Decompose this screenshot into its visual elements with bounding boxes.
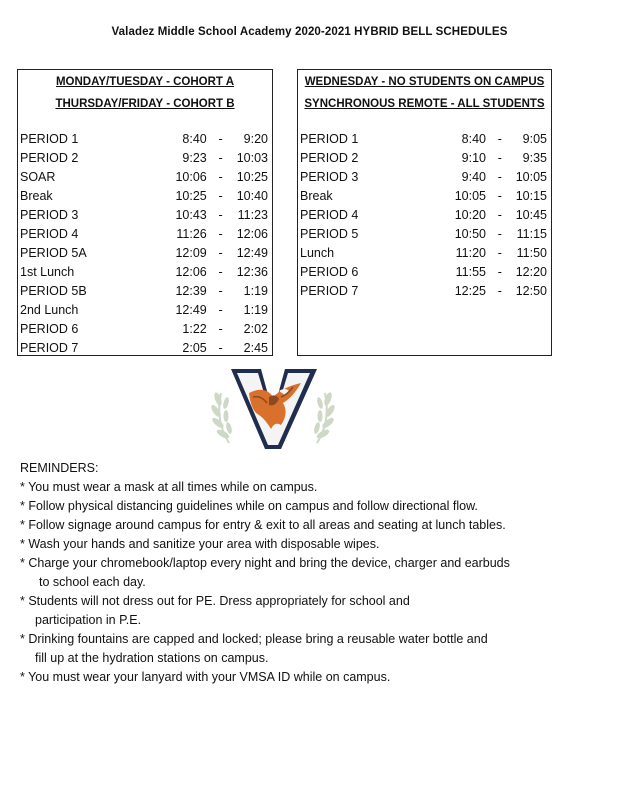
time-separator: - — [218, 132, 223, 146]
schedule-row — [300, 244, 547, 263]
schedule-row — [20, 263, 268, 282]
reminder-line: * Drinking fountains are capped and locked; please bring a reusable water bottle and — [20, 632, 488, 646]
start-time: 10:43 — [175, 208, 207, 222]
schedule-row — [300, 263, 547, 282]
schedule-b-heading-line2: SYNCHRONOUS REMOTE - ALL STUDENTS — [304, 98, 545, 110]
end-time: 1:19 — [243, 303, 268, 317]
end-time: 12:50 — [515, 284, 547, 298]
period-name: Break — [300, 189, 333, 203]
period-name: PERIOD 3 — [20, 208, 79, 222]
period-name: 1st Lunch — [20, 265, 75, 279]
end-time: 10:03 — [236, 151, 268, 165]
start-time: 12:49 — [175, 303, 207, 317]
schedule-row — [300, 187, 547, 206]
schedule-row — [20, 244, 268, 263]
reminders-section — [20, 459, 605, 687]
end-time: 11:50 — [516, 246, 547, 260]
schedule-a-heading-line2: THURSDAY/FRIDAY - COHORT B — [55, 98, 235, 110]
time-separator: - — [218, 265, 223, 279]
start-time: 1:22 — [182, 322, 207, 336]
start-time: 12:25 — [454, 284, 486, 298]
time-separator: - — [218, 246, 223, 260]
start-time: 12:39 — [175, 284, 207, 298]
reminder-line-continuation: participation in P.E. — [35, 613, 142, 627]
period-name: PERIOD 2 — [20, 151, 79, 165]
end-time: 9:05 — [522, 132, 547, 146]
period-name: PERIOD 5B — [20, 284, 87, 298]
eagle-v-laurel-logo-icon — [209, 363, 337, 455]
schedule-b-heading — [298, 70, 551, 115]
period-name: PERIOD 1 — [300, 132, 359, 146]
schedule-row — [20, 282, 268, 301]
schedule-row — [20, 149, 268, 168]
end-time: 11:15 — [516, 227, 547, 241]
end-time: 11:23 — [237, 208, 268, 222]
end-time: 10:45 — [515, 208, 547, 222]
start-time: 11:26 — [176, 227, 207, 241]
start-time: 12:09 — [175, 246, 207, 260]
schedule-row — [20, 320, 268, 339]
schedule-row — [300, 206, 547, 225]
schedule-row — [20, 130, 268, 149]
period-name: PERIOD 1 — [20, 132, 79, 146]
start-time: 8:40 — [461, 132, 486, 146]
period-name: 2nd Lunch — [20, 303, 79, 317]
page-title: Valadez Middle School Academy 2020-2021 HYBRID BELL SCHEDULES — [111, 26, 508, 38]
end-time: 12:36 — [236, 265, 268, 279]
schedule-a-heading-line1: MONDAY/TUESDAY - COHORT A — [55, 76, 235, 88]
schedule-row — [20, 301, 268, 320]
start-time: 9:23 — [182, 151, 207, 165]
time-separator: - — [497, 227, 502, 241]
schedule-row — [300, 168, 547, 187]
end-time: 10:05 — [515, 170, 547, 184]
start-time: 10:05 — [454, 189, 486, 203]
reminder-line: * You must wear your lanyard with your VMSA ID while on campus. — [20, 670, 391, 684]
period-name: SOAR — [20, 170, 56, 184]
schedule-a-heading — [18, 70, 272, 115]
end-time: 2:45 — [243, 341, 268, 355]
end-time: 12:20 — [515, 265, 547, 279]
time-separator: - — [218, 303, 223, 317]
reminder-line: * You must wear a mask at all times while on campus. — [20, 480, 318, 494]
reminder-line: * Charge your chromebook/laptop every night and bring the device, charger and earbuds — [20, 556, 510, 570]
start-time: 2:05 — [182, 341, 207, 355]
reminder-line: * Wash your hands and sanitize your area with disposable wipes. — [20, 537, 380, 551]
time-separator: - — [218, 341, 223, 355]
end-time: 10:25 — [236, 170, 268, 184]
start-time: 10:50 — [454, 227, 486, 241]
period-name: PERIOD 7 — [20, 341, 79, 355]
end-time: 9:35 — [522, 151, 547, 165]
schedule-row — [300, 130, 547, 149]
start-time: 9:10 — [461, 151, 486, 165]
start-time: 11:55 — [455, 265, 486, 279]
period-name: Break — [20, 189, 53, 203]
reminder-line-continuation: to school each day. — [39, 575, 146, 589]
end-time: 12:06 — [236, 227, 268, 241]
schedule-row — [20, 168, 268, 187]
end-time: 2:02 — [243, 322, 268, 336]
time-separator: - — [218, 284, 223, 298]
end-time: 1:19 — [243, 284, 268, 298]
time-separator: - — [497, 151, 502, 165]
schedule-row — [300, 149, 547, 168]
start-time: 8:40 — [182, 132, 207, 146]
time-separator: - — [218, 189, 223, 203]
schedule-wednesday-box — [297, 69, 552, 356]
start-time: 11:20 — [455, 246, 486, 260]
schedule-row — [20, 225, 268, 244]
time-separator: - — [218, 322, 223, 336]
time-separator: - — [497, 208, 502, 222]
schedule-row — [300, 225, 547, 244]
start-time: 10:20 — [454, 208, 486, 222]
schedule-cohort-a-box — [17, 69, 273, 356]
schedule-row — [300, 282, 547, 301]
start-time: 9:40 — [461, 170, 486, 184]
reminders-heading: REMINDERS: — [20, 461, 99, 475]
time-separator: - — [218, 227, 223, 241]
end-time: 10:15 — [515, 189, 547, 203]
end-time: 12:49 — [236, 246, 268, 260]
period-name: PERIOD 7 — [300, 284, 359, 298]
time-separator: - — [497, 246, 502, 260]
end-time: 10:40 — [236, 189, 268, 203]
period-name: PERIOD 6 — [20, 322, 79, 336]
reminder-line: * Follow physical distancing guidelines while on campus and follow directional flow. — [20, 499, 478, 513]
reminder-line: * Follow signage around campus for entry & exit to all areas and seating at lunch tables. — [20, 518, 506, 532]
schedule-row — [20, 206, 268, 225]
time-separator: - — [218, 208, 223, 222]
period-name: PERIOD 4 — [300, 208, 359, 222]
schedule-a-rows — [20, 130, 268, 358]
time-separator: - — [497, 170, 502, 184]
time-separator: - — [218, 170, 223, 184]
time-separator: - — [497, 132, 502, 146]
time-separator: - — [218, 151, 223, 165]
period-name: Lunch — [300, 246, 335, 260]
period-name: PERIOD 3 — [300, 170, 359, 184]
reminder-line-continuation: fill up at the hydration stations on campus. — [35, 651, 269, 665]
period-name: PERIOD 5 — [300, 227, 359, 241]
time-separator: - — [497, 265, 502, 279]
schedule-row — [20, 339, 268, 358]
start-time: 10:25 — [175, 189, 207, 203]
start-time: 12:06 — [175, 265, 207, 279]
time-separator: - — [497, 284, 502, 298]
period-name: PERIOD 5A — [20, 246, 87, 260]
period-name: PERIOD 6 — [300, 265, 359, 279]
period-name: PERIOD 4 — [20, 227, 79, 241]
end-time: 9:20 — [243, 132, 268, 146]
time-separator: - — [497, 189, 502, 203]
reminder-line: * Students will not dress out for PE. Dress appropriately for school and — [20, 594, 410, 608]
schedule-row — [20, 187, 268, 206]
start-time: 10:06 — [175, 170, 207, 184]
schedule-b-heading-line1: WEDNESDAY - NO STUDENTS ON CAMPUS — [304, 76, 545, 88]
period-name: PERIOD 2 — [300, 151, 359, 165]
schedule-b-rows — [300, 130, 547, 301]
